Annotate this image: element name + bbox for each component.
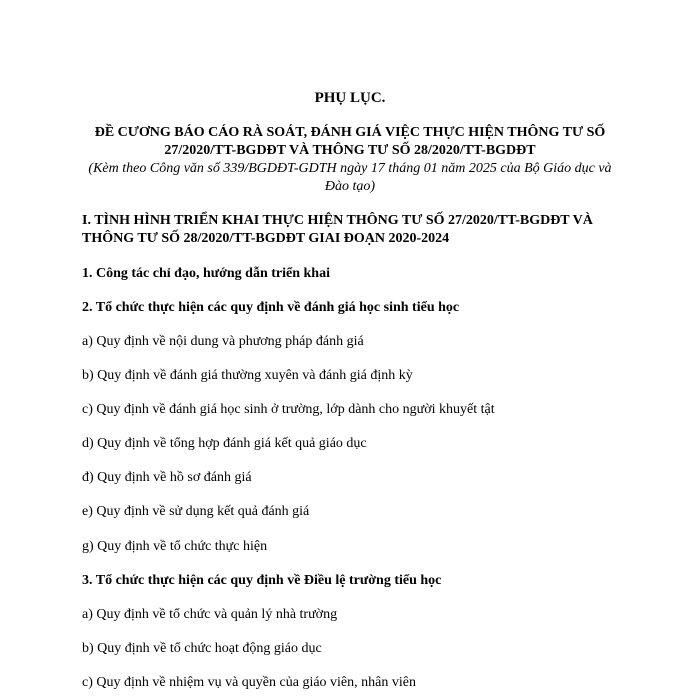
subsection-heading-1: 1. Công tác chỉ đạo, hướng dẫn triển khai bbox=[82, 266, 330, 281]
document-subtitle: ĐỀ CƯƠNG BÁO CÁO RÀ SOÁT, ĐÁNH GIÁ VIỆC THỰC HIỆN THÔNG TƯ SỐ 27/2020/TT-BGDĐT VÀ THÔNG TƯ SỐ 28/2020/TT-BGDĐT bbox=[94, 125, 606, 158]
list-item: c) Quy định về đánh giá học sinh ở trường, lớp dành cho người khuyết tật bbox=[82, 402, 495, 417]
subsection-heading-3: 3. Tổ chức thực hiện các quy định về Điều lệ trường tiểu học bbox=[82, 573, 442, 588]
document-title: PHỤ LỤC. bbox=[314, 90, 386, 106]
list-item: a) Quy định về tổ chức và quản lý nhà trường bbox=[82, 607, 338, 622]
list-item: c) Quy định về nhiệm vụ và quyền của giáo viên, nhân viên bbox=[82, 675, 416, 690]
list-item: d) Quy định về tổng hợp đánh giá kết quả giáo dục bbox=[82, 436, 367, 451]
subsection-heading-2: 2. Tổ chức thực hiện các quy định về đánh giá học sinh tiểu học bbox=[82, 300, 460, 315]
list-item: g) Quy định về tổ chức thực hiện bbox=[82, 539, 268, 554]
list-item: b) Quy định về đánh giá thường xuyên và đánh giá định kỳ bbox=[82, 368, 413, 383]
section-heading-1: I. TÌNH HÌNH TRIỂN KHAI THỰC HIỆN THÔNG TƯ SỐ 27/2020/TT-BGDĐT VÀ THÔNG TƯ SỐ 28/2020/TT-BGDĐT GIAI ĐOẠN 2020-2024 bbox=[82, 213, 593, 246]
list-item: a) Quy định về nội dung và phương pháp đánh giá bbox=[82, 334, 364, 349]
list-item: e) Quy định về sử dụng kết quả đánh giá bbox=[82, 504, 310, 519]
list-item: đ) Quy định về hồ sơ đánh giá bbox=[82, 470, 252, 485]
document-note: (Kèm theo Công văn số 339/BGDĐT-GDTH ngày 17 tháng 01 năm 2025 của Bộ Giáo dục và Đào tạo) bbox=[88, 161, 612, 194]
list-item: b) Quy định về tổ chức hoạt động giáo dục bbox=[82, 641, 322, 656]
